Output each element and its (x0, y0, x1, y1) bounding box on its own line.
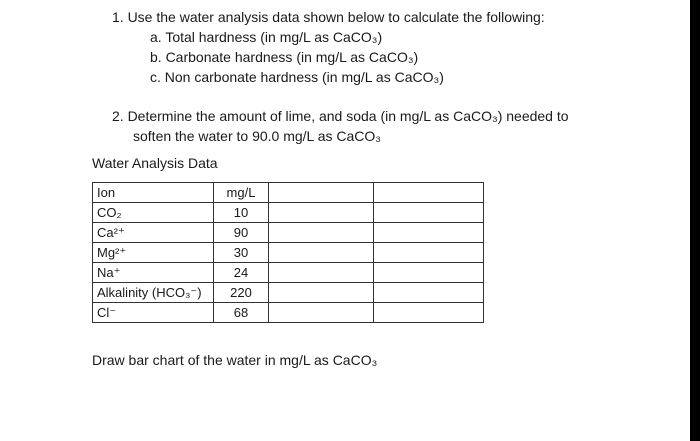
empty-cell (269, 263, 374, 283)
empty-cell (374, 263, 484, 283)
ion-cell: CO₂ (93, 203, 214, 223)
ion-cell: Na⁺ (93, 263, 214, 283)
ion-cell: Cl⁻ (93, 303, 214, 323)
bar-chart-instruction: Draw bar chart of the water in mg/L as CaCO₃ (92, 352, 378, 368)
table-caption: Water Analysis Data (92, 155, 218, 171)
table-row (93, 223, 484, 243)
table-header-row (93, 183, 484, 203)
empty-cell (374, 283, 484, 303)
empty-cell (374, 223, 484, 243)
empty-cell (269, 223, 374, 243)
question-1: 1. Use the water analysis data shown below to calculate the following: (112, 9, 545, 25)
empty-cell (374, 183, 484, 203)
question-1c: c. Non carbonate hardness (in mg/L as CaCO₃) (150, 69, 444, 85)
question-1b: b. Carbonate hardness (in mg/L as CaCO₃) (150, 49, 419, 65)
empty-cell (269, 183, 374, 203)
empty-cell (269, 203, 374, 223)
question-2-line-1: 2. Determine the amount of lime, and soda (in mg/L as CaCO₃) needed to (112, 108, 569, 124)
ion-cell: Alkalinity (HCO₃⁻) (93, 283, 214, 303)
value-cell: 220 (214, 283, 269, 303)
water-analysis-table (92, 182, 484, 323)
table-row (93, 283, 484, 303)
header-unit: mg/L (214, 183, 269, 203)
value-cell: 90 (214, 223, 269, 243)
table-row (93, 303, 484, 323)
empty-cell (374, 203, 484, 223)
value-cell: 10 (214, 203, 269, 223)
empty-cell (374, 303, 484, 323)
table-row (93, 243, 484, 263)
question-2-line-2: soften the water to 90.0 mg/L as CaCO₃ (133, 128, 381, 144)
table-row (93, 263, 484, 283)
header-ion: Ion (93, 183, 214, 203)
empty-cell (269, 243, 374, 263)
ion-cell: Mg²⁺ (93, 243, 214, 263)
value-cell: 68 (214, 303, 269, 323)
empty-cell (374, 243, 484, 263)
table-row (93, 203, 484, 223)
value-cell: 24 (214, 263, 269, 283)
empty-cell (269, 283, 374, 303)
value-cell: 30 (214, 243, 269, 263)
question-1a: a. Total hardness (in mg/L as CaCO₃) (150, 29, 383, 45)
empty-cell (269, 303, 374, 323)
ion-cell: Ca²⁺ (93, 223, 214, 243)
